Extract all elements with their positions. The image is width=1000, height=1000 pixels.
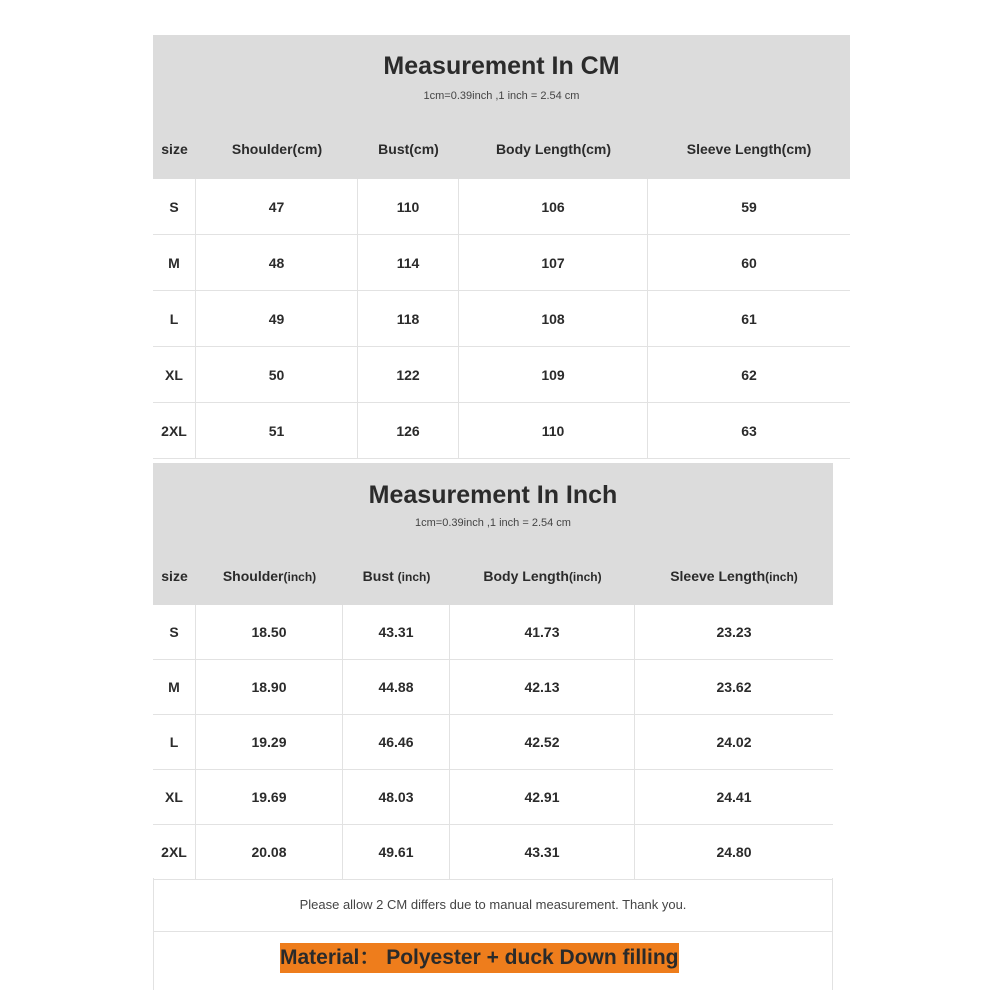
inch-table-cell: 48.03 xyxy=(343,770,450,824)
inch-header-sleeve-length-unit: (inch) xyxy=(765,570,798,584)
inch-header-shoulder-label: Shoulder xyxy=(222,568,284,584)
cm-table-cell: 60 xyxy=(741,254,757,271)
inch-table-title: Measurement In Inch xyxy=(368,481,618,509)
cm-table-subtitle: 1cm=0.39inch ,1 inch = 2.54 cm xyxy=(423,90,580,102)
cm-table-cell: 106 xyxy=(459,179,648,234)
cm-table-cell: 110 xyxy=(459,403,648,458)
cm-table-cell: 114 xyxy=(358,235,459,290)
cm-table-cell: 109 xyxy=(459,347,648,402)
inch-table-cell: 2XL xyxy=(153,825,196,879)
inch-table-cell: 49.61 xyxy=(343,825,450,879)
cm-table-row-2xl xyxy=(153,403,850,459)
inch-header-shoulder xyxy=(196,568,343,584)
inch-header-bust xyxy=(343,568,450,584)
cm-header-bust: Bust(cm) xyxy=(378,141,439,157)
inch-table-cell: M xyxy=(153,660,196,714)
inch-table-cell: 43.31 xyxy=(343,605,450,659)
cm-table-cell: S xyxy=(153,179,196,234)
inch-table-cell: 23.62 xyxy=(716,679,752,695)
cm-table-cell: 63 xyxy=(741,422,757,439)
inch-table-cell: 41.73 xyxy=(450,605,635,659)
inch-table-row-2xl xyxy=(153,825,833,880)
cm-table-row-l xyxy=(153,291,850,347)
cm-table-cell: 62 xyxy=(741,366,757,383)
inch-header-sleeve-length-label: Sleeve Length xyxy=(670,568,766,584)
inch-table-cell: 46.46 xyxy=(343,715,450,769)
inch-table-cell: 43.31 xyxy=(450,825,635,879)
cm-table-cell: XL xyxy=(153,347,196,402)
inch-table-cell: L xyxy=(153,715,196,769)
inch-table-cell: 24.02 xyxy=(716,734,752,750)
inch-header-bust-unit: (inch) xyxy=(397,570,431,584)
cm-table-cell: 118 xyxy=(358,291,459,346)
footer-right-border xyxy=(832,878,833,990)
inch-table-cell: 23.23 xyxy=(716,624,752,640)
cm-table-cell: 49 xyxy=(196,291,358,346)
material-label: Material： Polyester + duck Down filling xyxy=(280,943,679,973)
inch-table-cell: S xyxy=(153,605,196,659)
cm-table-cell: 59 xyxy=(741,198,757,215)
inch-header-body-length-unit: (inch) xyxy=(568,570,602,584)
cm-table-cell: 51 xyxy=(196,403,358,458)
cm-header-sleeve-length: Sleeve Length(cm) xyxy=(686,141,812,157)
inch-table-cell: 18.90 xyxy=(196,660,343,714)
cm-table-cell: 2XL xyxy=(153,403,196,458)
cm-header-body-length: Body Length(cm) xyxy=(495,141,612,157)
cm-header-size: size xyxy=(161,141,188,157)
inch-header-shoulder-unit: (inch) xyxy=(283,570,317,584)
inch-header-body-length xyxy=(450,568,635,584)
inch-measurement-table xyxy=(153,463,833,990)
cm-table-cell: 110 xyxy=(358,179,459,234)
cm-table-cell: 108 xyxy=(459,291,648,346)
cm-table-cell: 48 xyxy=(196,235,358,290)
footer-left-border xyxy=(153,878,154,990)
inch-header-sleeve-length xyxy=(635,568,833,584)
cm-table-row-m xyxy=(153,235,850,291)
inch-header-size-label: size xyxy=(161,568,188,584)
cm-table-cell: M xyxy=(153,235,196,290)
inch-table-row-m xyxy=(153,660,833,715)
cm-table-row-xl xyxy=(153,347,850,403)
cm-table-cell: 47 xyxy=(196,179,358,234)
inch-table-cell: XL xyxy=(153,770,196,824)
inch-header-size xyxy=(153,568,196,584)
inch-table-cell: 42.91 xyxy=(450,770,635,824)
cm-table-cell: 61 xyxy=(741,310,757,327)
inch-table-row-l xyxy=(153,715,833,770)
inch-header-bust-label: Bust xyxy=(362,568,398,584)
cm-table-cell: L xyxy=(153,291,196,346)
note-row xyxy=(153,878,833,932)
inch-table-row-xl xyxy=(153,770,833,825)
cm-header-shoulder: Shoulder(cm) xyxy=(231,141,323,157)
cm-table-cell: 50 xyxy=(196,347,358,402)
inch-header-body-length-label: Body Length xyxy=(483,568,569,584)
inch-table-cell: 20.08 xyxy=(196,825,343,879)
inch-table-cell: 24.41 xyxy=(716,789,752,805)
inch-table-subtitle: 1cm=0.39inch ,1 inch = 2.54 cm xyxy=(415,517,571,529)
cm-table-row-s xyxy=(153,179,850,235)
cm-measurement-table xyxy=(153,35,850,455)
cm-table-cell: 126 xyxy=(358,403,459,458)
cm-table-title: Measurement In CM xyxy=(383,52,620,80)
inch-table-cell: 42.13 xyxy=(450,660,635,714)
inch-table-cell: 18.50 xyxy=(196,605,343,659)
cm-table-cell: 122 xyxy=(358,347,459,402)
inch-table-row-s xyxy=(153,605,833,660)
measurement-note: Please allow 2 CM differs due to manual measurement. Thank you. xyxy=(299,897,687,912)
inch-table-cell: 19.29 xyxy=(196,715,343,769)
inch-table-cell: 24.80 xyxy=(716,844,752,860)
inch-table-cell: 19.69 xyxy=(196,770,343,824)
inch-table-cell: 42.52 xyxy=(450,715,635,769)
inch-table-cell: 44.88 xyxy=(343,660,450,714)
cm-table-cell: 107 xyxy=(459,235,648,290)
